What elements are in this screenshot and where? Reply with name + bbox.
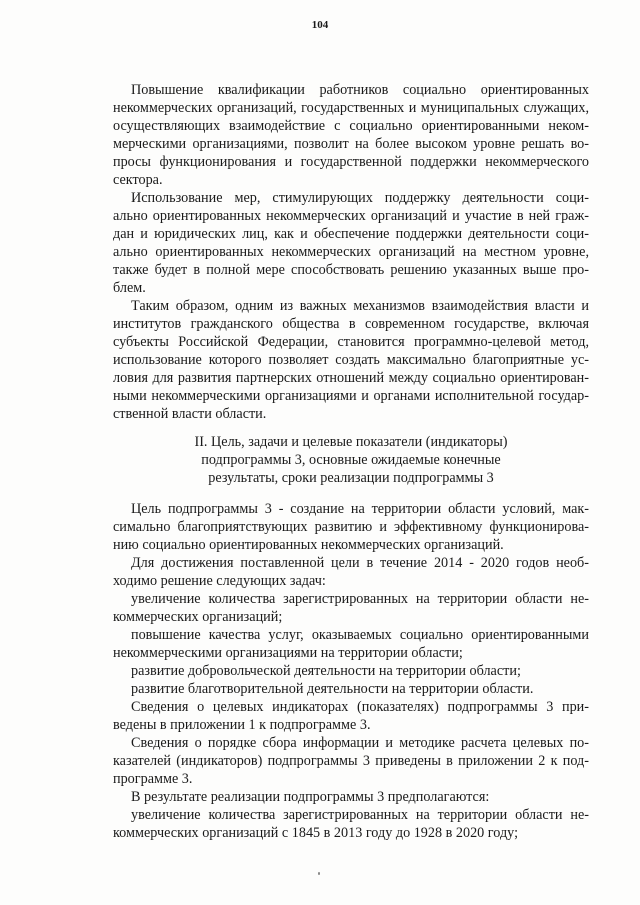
paragraph-3-line: ловия для развития партнерских отношений между социально ориентирован-: [113, 370, 589, 386]
paragraph-3-line: институтов гражданского общества в современном государстве, включая: [113, 316, 589, 332]
paragraph-7-line: Сведения о порядке сбора информации и методике расчета целевых по-: [131, 735, 589, 751]
page-number: 104: [311, 19, 329, 31]
paragraph-3-line: использование которого позволяет создать максимально благоприятные ус-: [113, 352, 589, 368]
paragraph-1-line: осуществляющих взаимодействие с социально ориентированными неком-: [113, 118, 589, 134]
section-heading-line: результаты, сроки реализации подпрограммы 3: [208, 470, 494, 486]
paragraph-1-line: сектора.: [113, 172, 163, 188]
paragraph-2-line: также будет в полной мере способствовать решению указанных выше про-: [113, 262, 589, 278]
paragraph-3-line: ными некоммерческими организациями и органами исполнительной государ-: [113, 388, 589, 404]
paragraph-2-line: Использование мер, стимулирующих поддержку деятельности соци-: [131, 190, 589, 206]
paragraph-8-line: коммерческих организаций с 1845 в 2013 году до 1928 в 2020 году;: [113, 825, 519, 841]
paragraph-6-line: ведены в приложении 1 к подпрограмме 3.: [113, 717, 371, 733]
task-item-line: коммерческих организаций;: [113, 609, 283, 625]
paragraph-3-line: Таким образом, одним из важных механизмов взаимодействия власти и: [131, 298, 589, 314]
scan-speck: [318, 872, 320, 875]
task-item-line: развитие добровольческой деятельности на территории области;: [131, 663, 521, 679]
paragraph-3-line: субъекты Российской Федерации, становится программно-целевой метод,: [113, 334, 589, 350]
paragraph-8-line: В результате реализации подпрограммы 3 предполагаются:: [131, 789, 490, 805]
paragraph-2-line: дан и юридических лиц, как и обеспечение поддержки деятельности соци-: [113, 226, 589, 242]
paragraph-2-line: блем.: [113, 280, 146, 296]
paragraph-3-line: ственной власти области.: [113, 406, 267, 422]
paragraph-5-line: ходимо решение следующих задач:: [113, 573, 326, 589]
paragraph-7-line: программе 3.: [113, 771, 193, 787]
paragraph-5-line: Для достижения поставленной цели в течение 2014 - 2020 годов необ-: [131, 555, 589, 571]
paragraph-1-line: Повышение квалификации работников социально ориентированных: [131, 82, 589, 98]
paragraph-1-line: просы функционирования и государственной поддержки некоммерческого: [113, 154, 589, 170]
paragraph-8-line: увеличение количества зарегистрированных на территории области не-: [131, 807, 589, 823]
paragraph-7-line: казателей (индикаторов) подпрограммы 3 приведены в приложении 2 к под-: [113, 753, 589, 769]
paragraph-1-line: мерческими организациями, позволит на более высоком уровне решать во-: [113, 136, 589, 152]
section-heading-line: подпрограммы 3, основные ожидаемые конечные: [201, 452, 501, 468]
paragraph-2-line: ально ориентированных некоммерческих организаций на местном уровне,: [113, 244, 589, 260]
paragraph-4-line: нию социально ориентированных некоммерческих организаций.: [113, 537, 504, 553]
section-heading-line: II. Цель, задачи и целевые показатели (индикаторы): [194, 434, 508, 450]
paragraph-4-line: Цель подпрограммы 3 - создание на территории области условий, мак-: [131, 501, 589, 517]
paragraph-1-line: некоммерческих организаций, государственных и муниципальных служащих,: [113, 100, 589, 116]
paragraph-4-line: симально благоприятствующих развитию и эффективному функционирова-: [113, 519, 589, 535]
task-item-line: повышение качества услуг, оказываемых социально ориентированными: [131, 627, 589, 643]
task-item-line: некоммерческими организациями на территории области;: [113, 645, 463, 661]
paragraph-2-line: ально ориентированных некоммерческих организаций и участие в ней граж-: [113, 208, 589, 224]
task-item-line: увеличение количества зарегистрированных на территории области не-: [131, 591, 589, 607]
paragraph-6-line: Сведения о целевых индикаторах (показателях) подпрограммы 3 при-: [131, 699, 589, 715]
task-item-line: развитие благотворительной деятельности на территории области.: [131, 681, 534, 697]
